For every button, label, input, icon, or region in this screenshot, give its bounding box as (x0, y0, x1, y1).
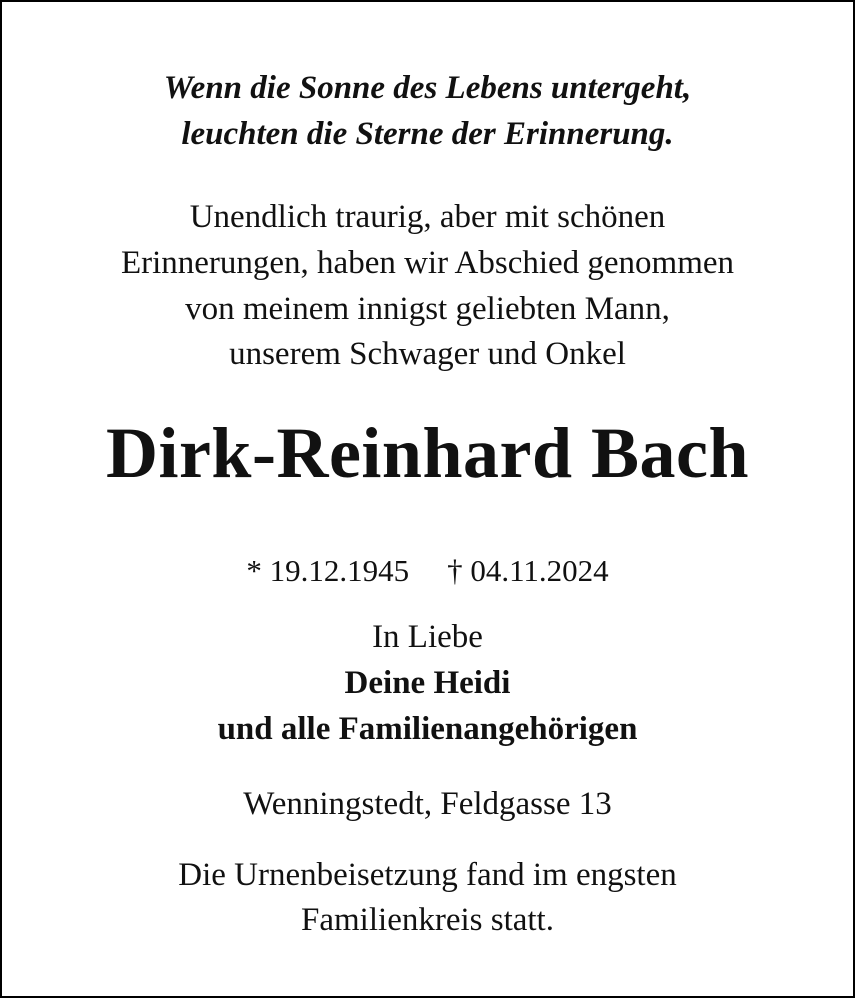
motto-line-2: leuchten die Sterne der Erinnerung. (181, 116, 674, 152)
motto-line-1: Wenn die Sonne des Lebens untergeht, (163, 70, 692, 106)
intro-line-4: unserem Schwager und Onkel (229, 336, 626, 372)
note-line-1: Die Urnenbeisetzung fand im engsten (178, 857, 677, 893)
in-love-text: In Liebe (372, 619, 483, 655)
address-text: Wenningstedt, Feldgasse 13 (243, 786, 612, 822)
note-line-2: Familienkreis statt. (301, 902, 554, 938)
life-dates (0, 553, 855, 589)
signatory-name: Deine Heidi (344, 665, 511, 701)
death-date: † 04.11.2024 (447, 553, 609, 588)
intro-line-3: von meinem innigst geliebten Mann, (185, 291, 670, 327)
birth-date: * 19.12.1945 (246, 553, 410, 588)
signatory-family: und alle Familienangehörigen (217, 711, 638, 747)
intro-line-2: Erinnerungen, haben wir Abschied genommen (120, 245, 735, 281)
deceased-name: Dirk-Reinhard Bach (105, 413, 750, 493)
intro-line-1: Unendlich traurig, aber mit schönen (189, 199, 666, 235)
